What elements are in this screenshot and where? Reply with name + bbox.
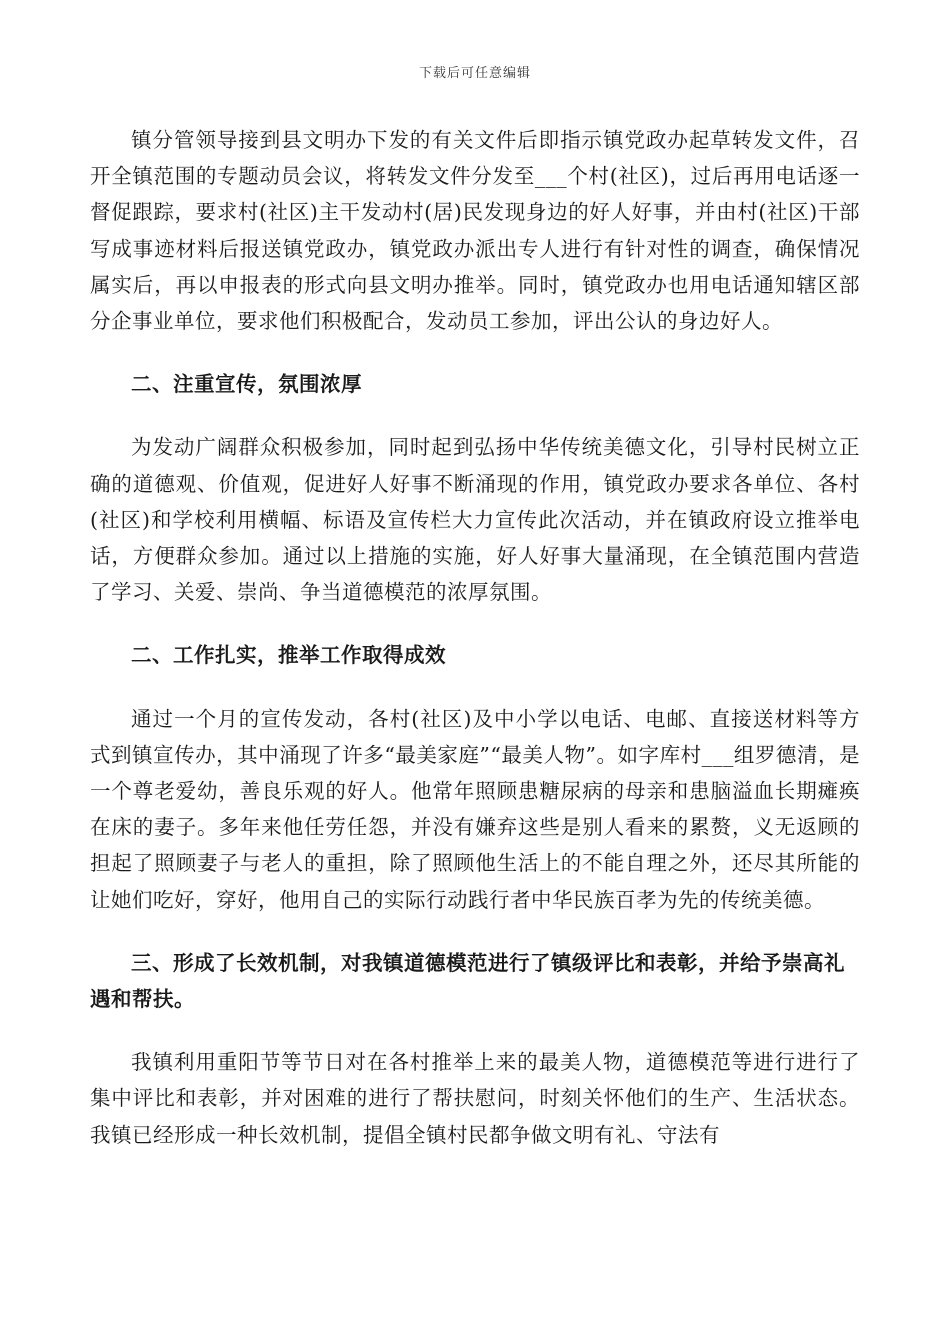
section-heading-3: 三、形成了长效机制，对我镇道德模范进行了镇级评比和表彰，并给予崇高礼遇和帮扶。	[90, 950, 845, 1012]
document-body	[90, 122, 860, 1153]
page-header: 下载后可任意编辑	[418, 66, 531, 81]
paragraph-4: 我镇利用重阳节等节日对在各村推举上来的最美人物，道德模范等进行进行了集中评比和表彰，并对困难的进行了帮扶慰问，时刻关怀他们的生产、生活状态。我镇已经形成一种长效机制，提倡全镇村民都争做文明有礼、守法有	[90, 1050, 860, 1147]
paragraph-3: 通过一个月的宣传发动，各村(社区)及中小学以电话、电邮、直接送材料等方式到镇宣传办，其中涌现了许多“最美家庭”“最美人物”。如字库村___组罗德清，是一个尊老爱幼，善良乐观的好人。他常年照顾患糖尿病的母亲和患脑溢血长期瘫痪在床的妻子。多年来他任劳任怨，并没有嫌弃这些是别人看来的累赘，义无返顾的担起了照顾妻子与老人的重担，除了照顾他生活上的不能自理之外，还尽其所能的让她们吃好，穿好，他用自己的实际行动践行者中华民族百孝为先的传统美德。	[90, 706, 860, 912]
paragraph-2: 为发动广阔群众积极参加，同时起到弘扬中华传统美德文化，引导村民树立正确的道德观、价值观，促进好人好事不断涌现的作用，镇党政办要求各单位、各村(社区)和学校利用横幅、标语及宣传栏大力宣传此次活动，并在镇政府设立推举电话，方便群众参加。通过以上措施的实施，好人好事大量涌现，在全镇范围内营造了学习、关爱、崇尚、争当道德模范的浓厚氛围。	[90, 435, 860, 605]
section-heading-2: 二、工作扎实，推举工作取得成效	[131, 643, 446, 668]
section-heading-1: 二、注重宣传，氛围浓厚	[131, 372, 362, 397]
paragraph-1: 镇分管领导接到县文明办下发的有关文件后即指示镇党政办起草转发文件，召开全镇范围的专题动员会议，将转发文件分发至___个村(社区)，过后再用电话逐一督促跟踪，要求村(社区)主干发动村(居)民发现身边的好人好事，并由村(社区)干部写成事迹材料后报送镇党政办，镇党政办派出专人进行有针对性的调查，确保情况属实后，再以申报表的形式向县文明办推举。同时，镇党政办也用电话通知辖区部分企事业单位，要求他们积极配合，发动员工参加，评出公认的身边好人。	[90, 128, 860, 334]
